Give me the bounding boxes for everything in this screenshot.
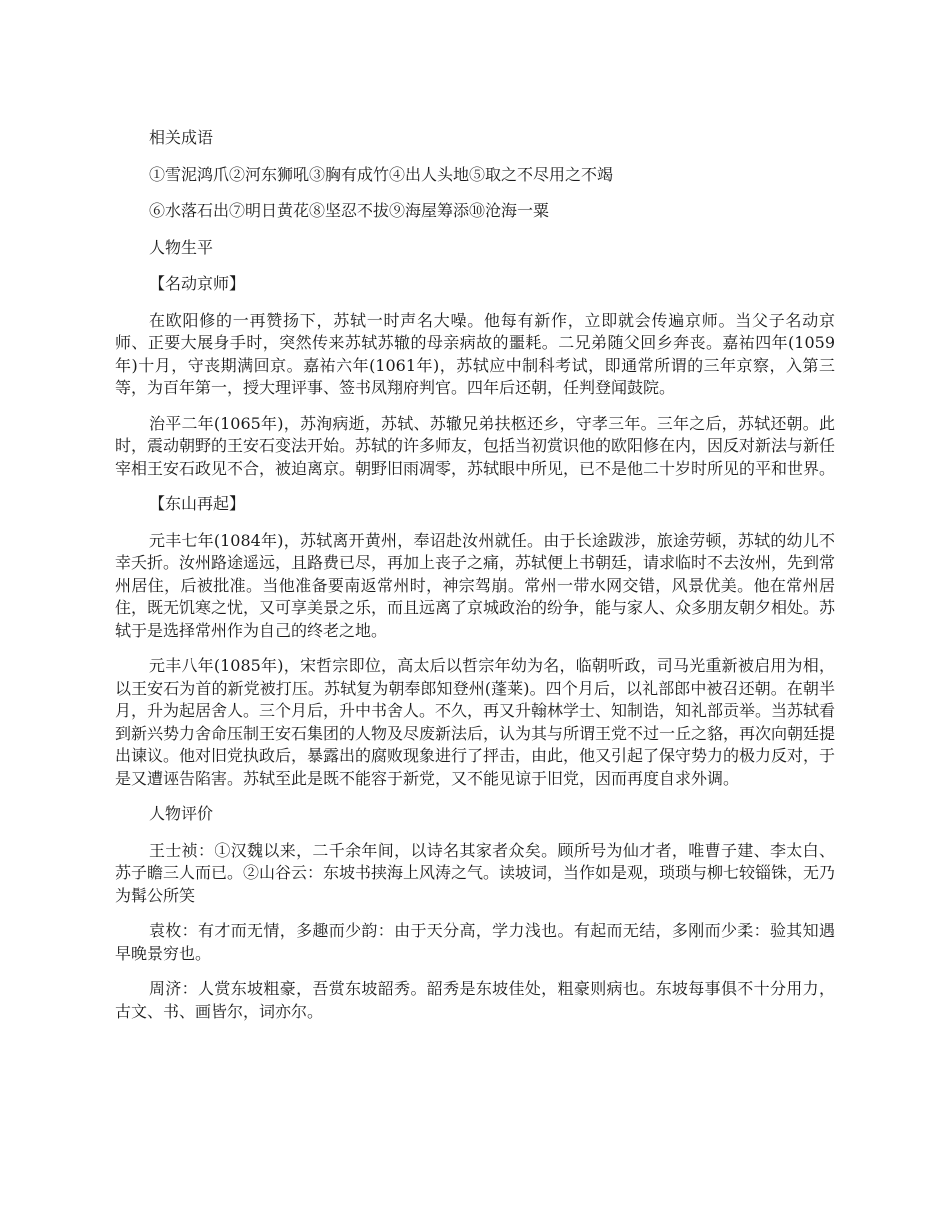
idioms-line-1: ①雪泥鸿爪②河东狮吼③胸有成竹④出人头地⑤取之不尽用之不竭 [149,164,614,184]
evaluation-yuan: 袁枚：有才而无情，多趣而少韵：由于天分高，学力浅也。有起而无结，多刚而少柔：验其知遇早晚景穷也。 [115,921,835,963]
evaluation-zhou: 周济：人赏东坡粗豪，吾赏东坡韶秀。韶秀是东坡佳处，粗豪则病也。东坡每事俱不十分用力，古文、书、画皆尔，词亦尔。 [115,979,835,1021]
paragraph-comeback-1: 元丰七年(1084年)，苏轼离开黄州，奉诏赴汝州就任。由于长途跋涉，旅途劳顿，苏轼的幼儿不幸夭折。汝州路途遥远，且路费已尽，再加上丧子之痛，苏轼便上书朝廷，请求临时不去汝州，先到常州居住，后被批准。当他准备要南返常州时，神宗驾崩。常州一带水网交错，风景优美。他在常州居住，既无饥寒之忧，又可享美景之乐，而且远离了京城政治的纷争，能与家人、众多朋友朝夕相处。苏轼于是选择常州作为自己的终老之地。 [115,530,836,640]
idioms-heading: 相关成语 [149,128,214,147]
paragraph-fame-1: 在欧阳修的一再赞扬下，苏轼一时声名大噪。他每有新作，立即就会传遍京师。当父子名动京师、正要大展身手时，突然传来苏轼苏辙的母亲病故的噩耗。二兄弟随父回乡奔丧。嘉祐四年(1059年)十月，守丧期满回京。嘉祐六年(1061年)，苏轼应中制科考试，即通常所谓的三年京察，入第三等，为百年第一，授大理评事、签书凤翔府判官。四年后还朝，任判登闻鼓院。 [115,310,835,397]
document-body [115,127,835,1036]
paragraph-comeback-2: 元丰八年(1085年)，宋哲宗即位，高太后以哲宗年幼为名，临朝听政，司马光重新被启用为相，以王安石为首的新党被打压。苏轼复为朝奉郎知登州(蓬莱)。四个月后，以礼部郎中被召还朝。在朝半月，升为起居舍人。三个月后，升中书舍人。不久，再又升翰林学士、知制诰，知礼部贡举。当苏轼看到新兴势力舍命压制王安石集团的人物及尽废新法后，认为其与所谓王党不过一丘之貉，再次向朝廷提出谏议。他对旧党执政后，暴露出的腐败现象进行了抨击，由此，他又引起了保守势力的极力反对，于是又遭诬告陷害。苏轼至此是既不能容于新党，又不能见谅于旧党，因而再度自求外调。 [115,656,836,788]
evaluation-wang: 王士祯：①汉魏以来，二千余年间，以诗名其家者众矣。顾所号为仙才者，唯曹子建、李太白、苏子瞻三人而已。②山谷云：东坡书挟海上风涛之气。读坡词，当作如是观，琐琐与柳七较锱铢，无乃为髯公所笑 [115,840,836,905]
subheading-comeback: 【东山再起】 [149,494,246,513]
subheading-fame: 【名动京师】 [149,274,246,293]
paragraph-fame-2: 治平二年(1065年)，苏洵病逝，苏轼、苏辙兄弟扶柩还乡，守孝三年。三年之后，苏轼还朝。此时，震动朝野的王安石变法开始。苏轼的许多师友，包括当初赏识他的欧阳修在内，因反对新法与新任宰相王安石政见不合，被迫离京。朝野旧雨凋零，苏轼眼中所见，已不是他二十岁时所见的平和世界。 [115,413,836,478]
idioms-line-2: ⑥水落石出⑦明日黄花⑧坚忍不拔⑨海屋筹添⑩沧海一粟 [149,201,550,220]
evaluation-heading: 人物评价 [149,804,214,823]
life-heading: 人物生平 [149,237,214,257]
